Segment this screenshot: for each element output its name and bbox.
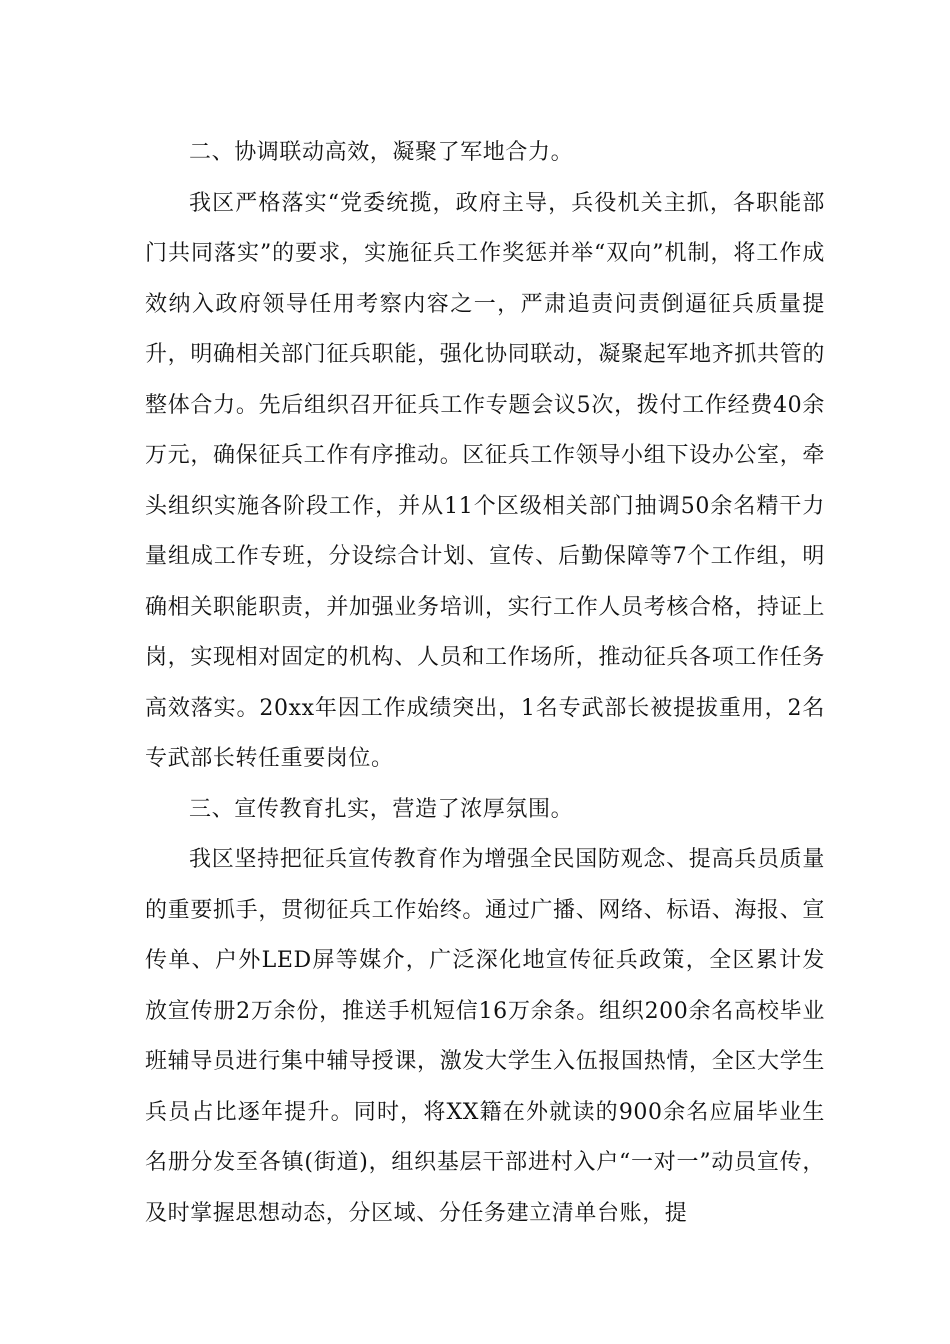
section-heading-2: 二、协调联动高效，凝聚了军地合力。 xyxy=(189,140,574,165)
section-paragraph-3: 我区坚持把征兵宣传教育作为增强全民国防观念、提高兵员质量的重要抓手，贯彻征兵工作始终。通过广播、网络、标语、海报、宣传单、户外LED屏等媒介，广泛深化地宣传征兵政策，全区累计发放宣传册2万余份，推送手机短信16万余条。组织200余名高校毕业班辅导员进行集中辅导授课，激发大学生入伍报国热情，全区大学生兵员占比逐年提升。同时，将XX籍在外就读的900余名应届毕业生名册分发至各镇(街道)，组织基层干部进村入户“一对一”动员宣传，及时掌握思想动态，分区域、分任务建立清单台账，提 xyxy=(145,847,825,1226)
section-heading-3: 三、宣传教育扎实，营造了浓厚氛围。 xyxy=(189,796,574,822)
section-paragraph-2: 我区严格落实“党委统揽，政府主导，兵役机关主抓，各职能部门共同落实”的要求，实施征兵工作奖惩并举“双向”机制，将工作成效纳入政府领导任用考察内容之一，严肃追责问责倒逼征兵质量提升，明确相关部门征兵职能，强化协同联动，凝聚起军地齐抓共管的整体合力。先后组织召开征兵工作专题会议5次，拨付工作经费40余万元，确保征兵工作有序推动。区征兵工作领导小组下设办公室，牵头组织实施各阶段工作，并从11个区级相关部门抽调50余名精干力量组成工作专班，分设综合计划、宣传、后勤保障等7个工作组，明确相关职能职责，并加强业务培训，实行工作人员考核合格，持证上岗，实现相对固定的机构、人员和工作场所，推动征兵各项工作任务高效落实。20xx年因工作成绩突出，1名专武部长被提拔重用，2名专武部长转任重要岗位。 xyxy=(145,190,825,771)
document-body xyxy=(145,128,825,1239)
